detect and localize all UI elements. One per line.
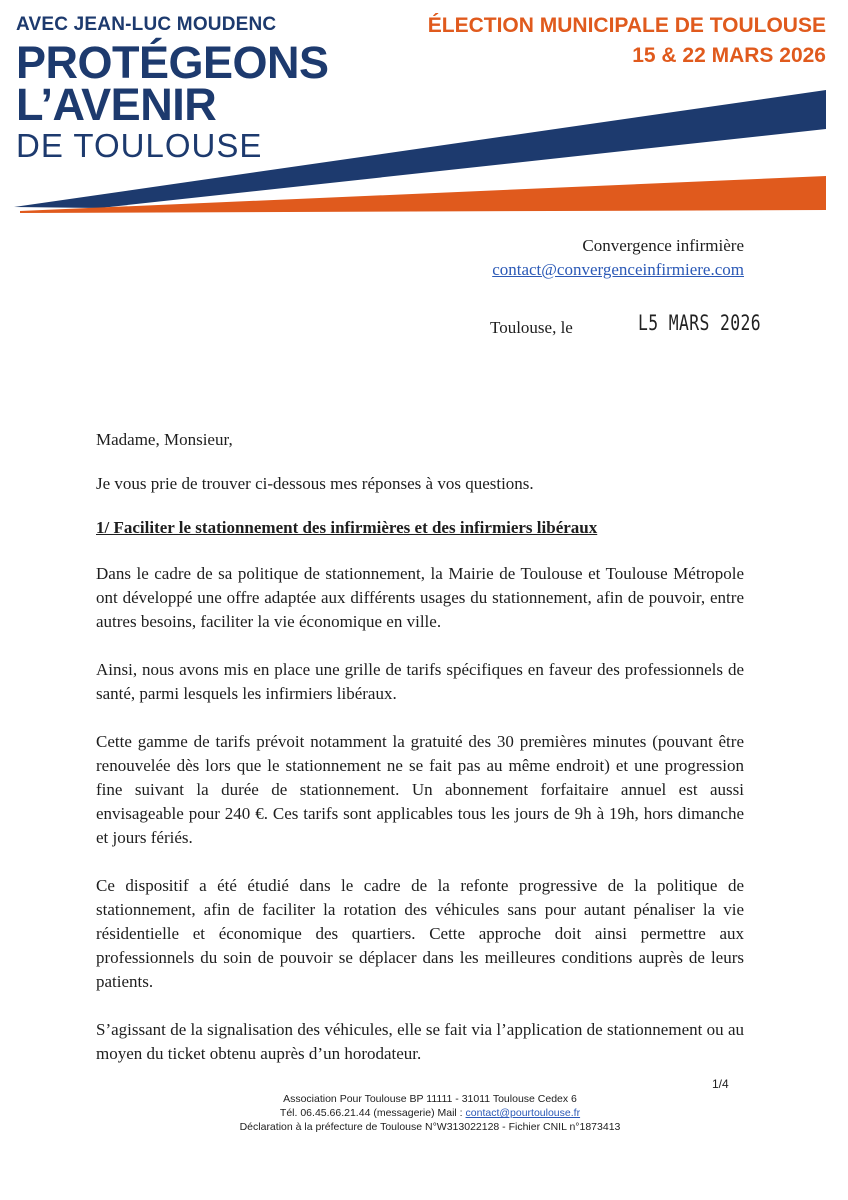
recipient-block	[492, 234, 744, 282]
letter-body	[96, 428, 744, 1090]
logo-slogan-line3: DE TOULOUSE	[16, 127, 263, 164]
greeting: Madame, Monsieur,	[96, 430, 233, 449]
footer-address: Association Pour Toulouse BP 11111 - 31011 Toulouse Cedex 6	[283, 1093, 577, 1105]
logo-slogan-line2: L’AVENIR	[16, 79, 217, 130]
page-number: 1/4	[712, 1077, 729, 1091]
election-banner	[428, 14, 826, 68]
footer-email-link[interactable]: contact@pourtoulouse.fr	[465, 1107, 581, 1119]
footer-declaration: Déclaration à la préfecture de Toulouse N°W313022128 - Fichier CNIL n°1873413	[239, 1121, 621, 1133]
intro-sentence: Je vous prie de trouver ci-dessous mes réponses à vos questions.	[96, 474, 534, 493]
date-stamp: L5 MARS 2026	[638, 311, 762, 335]
paragraph: Ainsi, nous avons mis en place une grille de tarifs spécifiques en faveur des professionnels de santé, parmi lesquels les infirmiers libéraux.	[96, 660, 744, 703]
header-swoosh	[0, 79, 848, 220]
logo-kicker: AVEC JEAN-LUC MOUDENC	[16, 14, 277, 35]
paragraph: Dans le cadre de sa politique de stationnement, la Mairie de Toulouse et Toulouse Métropole ont développé une offre adaptée aux différents usages du stationnement, afin de pouvoir, entre autres besoins, faciliter la vie économique en ville.	[96, 564, 744, 631]
election-title: ÉLECTION MUNICIPALE DE TOULOUSE	[427, 14, 826, 37]
paragraph: S’agissant de la signalisation des véhicules, elle se fait via l’application de stationnement ou au moyen du ticket obtenu auprès d’un horodateur.	[96, 1020, 744, 1063]
recipient-name: Convergence infirmière	[582, 236, 744, 255]
paragraph: Ce dispositif a été étudié dans le cadre de la refonte progressive de la politique de stationnement, afin de faciliter la rotation des véhicules sans pour autant pénaliser la vie résidentielle et économique des quartiers. Cette approche doit ainsi permettre aux professionnels du soin de pouvoir se déplacer dans les meilleures conditions auprès de leurs patients.	[96, 876, 744, 991]
logo-slogan-line1: PROTÉGEONS	[16, 37, 329, 88]
date-prefix: Toulouse, le	[490, 318, 573, 337]
footer-phone: Tél. 06.45.66.21.44 (messagerie) Mail :	[279, 1107, 466, 1119]
paragraph: Cette gamme de tarifs prévoit notamment la gratuité des 30 premières minutes (pouvant être renouvelée dès lors que le stationnement ne se fait pas au même endroit) et une progression fine suivant la durée de stationnement. Un abonnement forfaitaire annuel est aussi envisageable pour 240 €. Ces tarifs sont applicables tous les jours de 9h à 19h, hors dimanche et jours fériés.	[96, 732, 744, 847]
footer	[130, 1092, 730, 1134]
section-title: 1/ Faciliter le stationnement des infirmières et des infirmiers libéraux	[96, 518, 598, 537]
recipient-email-link[interactable]: contact@convergenceinfirmiere.com	[492, 260, 744, 279]
election-dates: 15 & 22 MARS 2026	[632, 44, 826, 67]
footer-contact	[130, 1106, 730, 1120]
